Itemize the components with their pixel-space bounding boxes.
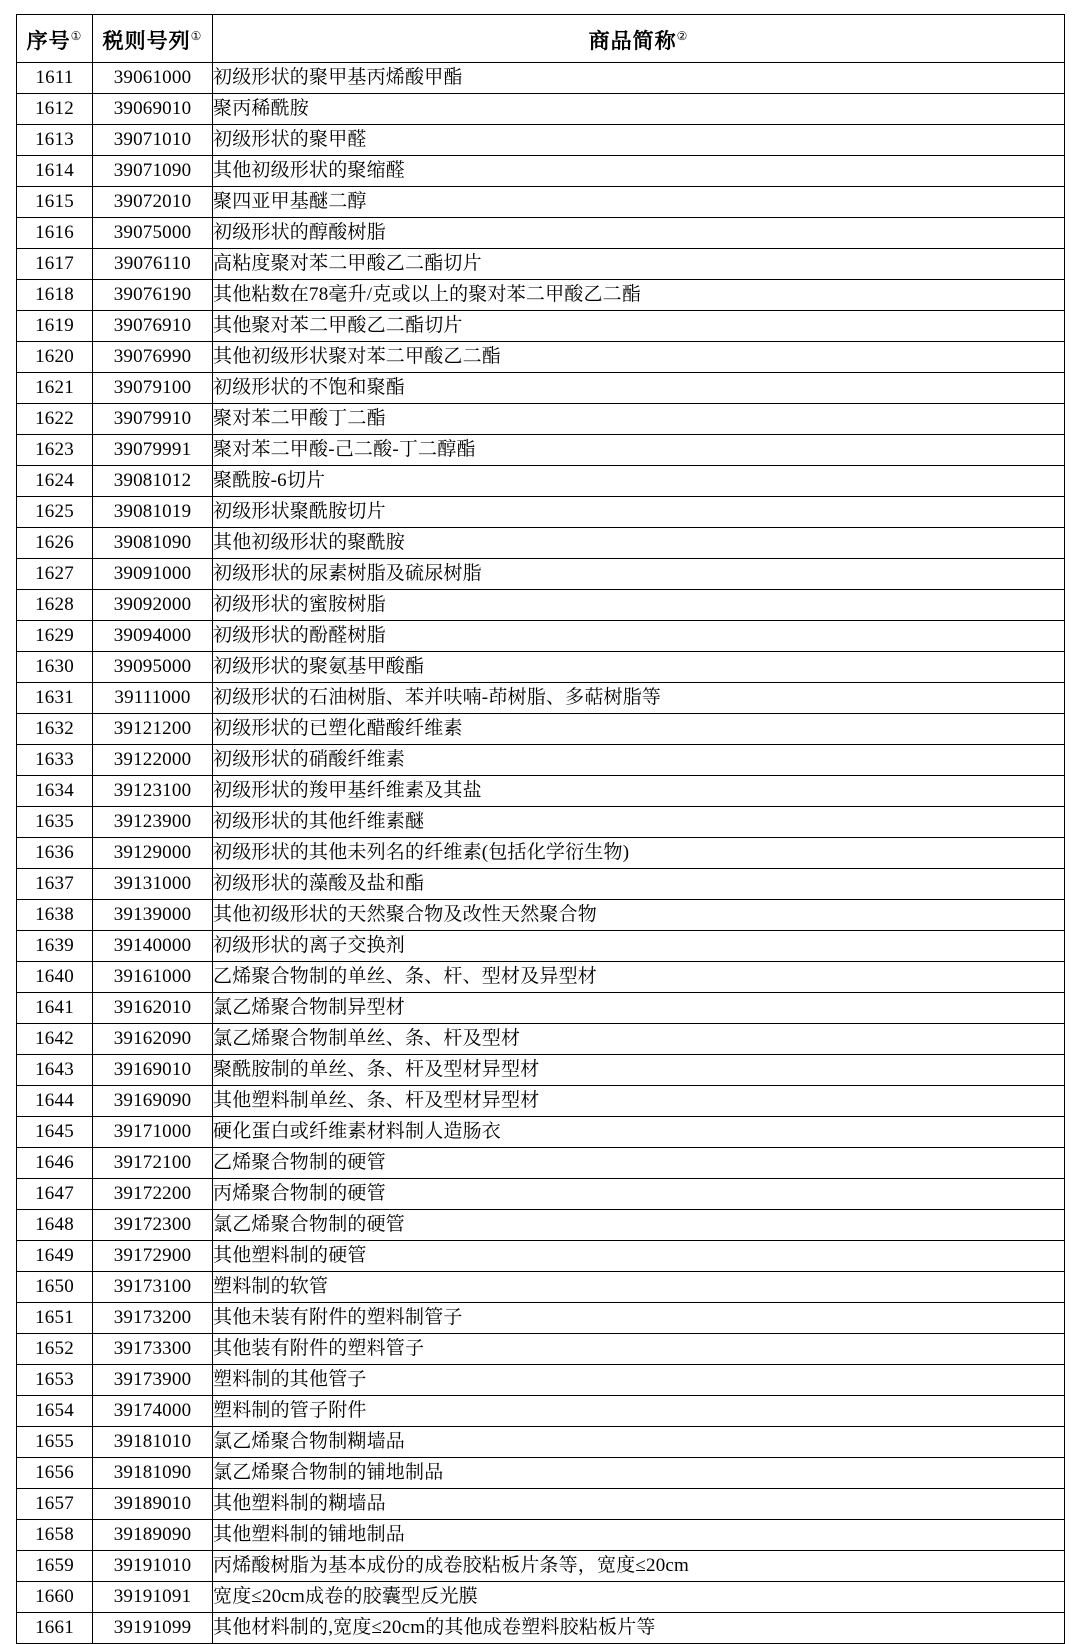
- cell-tariff-code: 39129000: [93, 838, 213, 869]
- cell-commodity-name: 聚丙稀酰胺: [213, 94, 1065, 125]
- cell-tariff-code: 39191099: [93, 1613, 213, 1644]
- cell-commodity-name: 丙烯聚合物制的硬管: [213, 1179, 1065, 1210]
- table-row: [17, 466, 1065, 497]
- cell-seq: 1647: [17, 1179, 93, 1210]
- cell-seq: 1618: [17, 280, 93, 311]
- cell-tariff-code: 39181010: [93, 1427, 213, 1458]
- table-row: [17, 1458, 1065, 1489]
- cell-tariff-code: 39172200: [93, 1179, 213, 1210]
- table-row: [17, 1055, 1065, 1086]
- cell-commodity-name: 初级形状的羧甲基纤维素及其盐: [213, 776, 1065, 807]
- cell-tariff-code: 39061000: [93, 63, 213, 94]
- cell-seq: 1651: [17, 1303, 93, 1334]
- cell-tariff-code: 39131000: [93, 869, 213, 900]
- cell-commodity-name: 初级形状的聚甲醛: [213, 125, 1065, 156]
- cell-commodity-name: 其他未装有附件的塑料制管子: [213, 1303, 1065, 1334]
- cell-tariff-code: 39111000: [93, 683, 213, 714]
- cell-tariff-code: 39173200: [93, 1303, 213, 1334]
- cell-seq: 1638: [17, 900, 93, 931]
- table-row: [17, 497, 1065, 528]
- table-row: [17, 776, 1065, 807]
- cell-commodity-name: 氯乙烯聚合物制糊墙品: [213, 1427, 1065, 1458]
- cell-tariff-code: 39091000: [93, 559, 213, 590]
- cell-tariff-code: 39079991: [93, 435, 213, 466]
- table-row: [17, 590, 1065, 621]
- table-row: [17, 931, 1065, 962]
- cell-tariff-code: 39079910: [93, 404, 213, 435]
- cell-seq: 1632: [17, 714, 93, 745]
- tariff-table: [16, 14, 1065, 1644]
- cell-seq: 1658: [17, 1520, 93, 1551]
- cell-commodity-name: 初级形状聚酰胺切片: [213, 497, 1065, 528]
- cell-seq: 1645: [17, 1117, 93, 1148]
- cell-seq: 1654: [17, 1396, 93, 1427]
- cell-commodity-name: 宽度≤20cm成卷的胶囊型反光膜: [213, 1582, 1065, 1613]
- table-row: [17, 1148, 1065, 1179]
- cell-seq: 1644: [17, 1086, 93, 1117]
- cell-tariff-code: 39123100: [93, 776, 213, 807]
- table-row: [17, 280, 1065, 311]
- cell-seq: 1640: [17, 962, 93, 993]
- cell-tariff-code: 39172900: [93, 1241, 213, 1272]
- table-row: [17, 1582, 1065, 1613]
- cell-seq: 1637: [17, 869, 93, 900]
- column-header-code-label: 税则号列: [102, 29, 191, 53]
- cell-commodity-name: 其他塑料制的铺地制品: [213, 1520, 1065, 1551]
- cell-commodity-name: 初级形状的醇酸树脂: [213, 218, 1065, 249]
- table-row: [17, 1334, 1065, 1365]
- cell-commodity-name: 高粘度聚对苯二甲酸乙二酯切片: [213, 249, 1065, 280]
- cell-seq: 1627: [17, 559, 93, 590]
- table-header: [17, 15, 1065, 63]
- column-header-name: [213, 15, 1065, 63]
- table-row: [17, 1365, 1065, 1396]
- cell-seq: 1612: [17, 94, 93, 125]
- cell-seq: 1630: [17, 652, 93, 683]
- table-row: [17, 63, 1065, 94]
- column-header-seq: [17, 15, 93, 63]
- table-row: [17, 1086, 1065, 1117]
- table-row: [17, 1272, 1065, 1303]
- cell-tariff-code: 39071090: [93, 156, 213, 187]
- cell-tariff-code: 39189010: [93, 1489, 213, 1520]
- cell-seq: 1652: [17, 1334, 93, 1365]
- cell-commodity-name: 初级形状的蜜胺树脂: [213, 590, 1065, 621]
- table-row: [17, 993, 1065, 1024]
- cell-seq: 1643: [17, 1055, 93, 1086]
- cell-commodity-name: 其他粘数在78毫升/克或以上的聚对苯二甲酸乙二酯: [213, 280, 1065, 311]
- cell-commodity-name: 初级形状的聚氨基甲酸酯: [213, 652, 1065, 683]
- table-row: [17, 1024, 1065, 1055]
- cell-seq: 1633: [17, 745, 93, 776]
- cell-seq: 1616: [17, 218, 93, 249]
- cell-seq: 1617: [17, 249, 93, 280]
- table-row: [17, 838, 1065, 869]
- table-row: [17, 1179, 1065, 1210]
- cell-commodity-name: 初级形状的石油树脂、苯并呋喃-茚树脂、多萜树脂等: [213, 683, 1065, 714]
- cell-commodity-name: 聚对苯二甲酸-己二酸-丁二醇酯: [213, 435, 1065, 466]
- cell-commodity-name: 初级形状的聚甲基丙烯酸甲酯: [213, 63, 1065, 94]
- cell-tariff-code: 39075000: [93, 218, 213, 249]
- cell-seq: 1649: [17, 1241, 93, 1272]
- column-header-name-label: 商品简称: [588, 29, 677, 53]
- table-row: [17, 1303, 1065, 1334]
- table-row: [17, 1520, 1065, 1551]
- cell-seq: 1634: [17, 776, 93, 807]
- cell-commodity-name: 氯乙烯聚合物制单丝、条、杆及型材: [213, 1024, 1065, 1055]
- cell-tariff-code: 39172300: [93, 1210, 213, 1241]
- cell-commodity-name: 初级形状的不饱和聚酯: [213, 373, 1065, 404]
- cell-seq: 1641: [17, 993, 93, 1024]
- cell-tariff-code: 39094000: [93, 621, 213, 652]
- cell-tariff-code: 39140000: [93, 931, 213, 962]
- cell-seq: 1622: [17, 404, 93, 435]
- table-row: [17, 404, 1065, 435]
- cell-tariff-code: 39139000: [93, 900, 213, 931]
- table-row: [17, 900, 1065, 931]
- cell-tariff-code: 39081019: [93, 497, 213, 528]
- cell-commodity-name: 初级形状的尿素树脂及硫尿树脂: [213, 559, 1065, 590]
- cell-tariff-code: 39071010: [93, 125, 213, 156]
- cell-commodity-name: 聚酰胺-6切片: [213, 466, 1065, 497]
- table-row: [17, 94, 1065, 125]
- cell-commodity-name: 初级形状的酚醛树脂: [213, 621, 1065, 652]
- cell-commodity-name: 聚对苯二甲酸丁二酯: [213, 404, 1065, 435]
- table-row: [17, 1427, 1065, 1458]
- table-row: [17, 435, 1065, 466]
- cell-tariff-code: 39081090: [93, 528, 213, 559]
- cell-tariff-code: 39173100: [93, 1272, 213, 1303]
- table-row: [17, 1396, 1065, 1427]
- cell-tariff-code: 39171000: [93, 1117, 213, 1148]
- cell-commodity-name: 聚酰胺制的单丝、条、杆及型材异型材: [213, 1055, 1065, 1086]
- cell-seq: 1629: [17, 621, 93, 652]
- table-row: [17, 962, 1065, 993]
- cell-tariff-code: 39191091: [93, 1582, 213, 1613]
- cell-seq: 1619: [17, 311, 93, 342]
- cell-seq: 1615: [17, 187, 93, 218]
- cell-commodity-name: 初级形状的离子交换剂: [213, 931, 1065, 962]
- cell-commodity-name: 氯乙烯聚合物制异型材: [213, 993, 1065, 1024]
- cell-commodity-name: 初级形状的硝酸纤维素: [213, 745, 1065, 776]
- cell-tariff-code: 39162090: [93, 1024, 213, 1055]
- cell-commodity-name: 其他材料制的,宽度≤20cm的其他成卷塑料胶粘板片等: [213, 1613, 1065, 1644]
- cell-commodity-name: 其他初级形状的天然聚合物及改性天然聚合物: [213, 900, 1065, 931]
- table-row: [17, 125, 1065, 156]
- cell-tariff-code: 39076910: [93, 311, 213, 342]
- cell-tariff-code: 39123900: [93, 807, 213, 838]
- table-body: [17, 63, 1065, 1644]
- table-row: [17, 1210, 1065, 1241]
- cell-tariff-code: 39081012: [93, 466, 213, 497]
- cell-commodity-name: 其他塑料制的糊墙品: [213, 1489, 1065, 1520]
- cell-commodity-name: 乙烯聚合物制的硬管: [213, 1148, 1065, 1179]
- table-row: [17, 745, 1065, 776]
- table-row: [17, 342, 1065, 373]
- column-header-seq-footnote: ①: [70, 29, 83, 43]
- cell-tariff-code: 39169090: [93, 1086, 213, 1117]
- cell-seq: 1639: [17, 931, 93, 962]
- cell-seq: 1656: [17, 1458, 93, 1489]
- column-header-code: [93, 15, 213, 63]
- cell-tariff-code: 39191010: [93, 1551, 213, 1582]
- table-row: [17, 156, 1065, 187]
- cell-seq: 1626: [17, 528, 93, 559]
- cell-commodity-name: 其他塑料制的硬管: [213, 1241, 1065, 1272]
- column-header-name-footnote: ②: [676, 29, 689, 43]
- cell-tariff-code: 39172100: [93, 1148, 213, 1179]
- cell-seq: 1620: [17, 342, 93, 373]
- table-row: [17, 714, 1065, 745]
- cell-seq: 1631: [17, 683, 93, 714]
- cell-commodity-name: 初级形状的其他纤维素醚: [213, 807, 1065, 838]
- cell-commodity-name: 其他初级形状聚对苯二甲酸乙二酯: [213, 342, 1065, 373]
- table-row: [17, 1613, 1065, 1644]
- cell-tariff-code: 39121200: [93, 714, 213, 745]
- header-row: [17, 15, 1065, 63]
- cell-tariff-code: 39076190: [93, 280, 213, 311]
- cell-seq: 1636: [17, 838, 93, 869]
- table-row: [17, 683, 1065, 714]
- cell-tariff-code: 39076110: [93, 249, 213, 280]
- cell-tariff-code: 39122000: [93, 745, 213, 776]
- cell-commodity-name: 其他装有附件的塑料管子: [213, 1334, 1065, 1365]
- cell-tariff-code: 39079100: [93, 373, 213, 404]
- cell-tariff-code: 39169010: [93, 1055, 213, 1086]
- cell-commodity-name: 聚四亚甲基醚二醇: [213, 187, 1065, 218]
- table-row: [17, 187, 1065, 218]
- cell-seq: 1650: [17, 1272, 93, 1303]
- cell-seq: 1659: [17, 1551, 93, 1582]
- cell-seq: 1613: [17, 125, 93, 156]
- cell-commodity-name: 塑料制的管子附件: [213, 1396, 1065, 1427]
- cell-tariff-code: 39173300: [93, 1334, 213, 1365]
- cell-seq: 1657: [17, 1489, 93, 1520]
- table-row: [17, 807, 1065, 838]
- cell-tariff-code: 39072010: [93, 187, 213, 218]
- table-row: [17, 869, 1065, 900]
- cell-seq: 1660: [17, 1582, 93, 1613]
- cell-seq: 1642: [17, 1024, 93, 1055]
- cell-tariff-code: 39173900: [93, 1365, 213, 1396]
- table-row: [17, 1489, 1065, 1520]
- cell-seq: 1655: [17, 1427, 93, 1458]
- cell-commodity-name: 塑料制的软管: [213, 1272, 1065, 1303]
- cell-commodity-name: 硬化蛋白或纤维素材料制人造肠衣: [213, 1117, 1065, 1148]
- cell-seq: 1635: [17, 807, 93, 838]
- cell-commodity-name: 氯乙烯聚合物制的硬管: [213, 1210, 1065, 1241]
- cell-tariff-code: 39181090: [93, 1458, 213, 1489]
- table-row: [17, 249, 1065, 280]
- cell-commodity-name: 乙烯聚合物制的单丝、条、杆、型材及异型材: [213, 962, 1065, 993]
- cell-tariff-code: 39189090: [93, 1520, 213, 1551]
- cell-commodity-name: 塑料制的其他管子: [213, 1365, 1065, 1396]
- column-header-code-footnote: ①: [190, 29, 203, 43]
- cell-seq: 1614: [17, 156, 93, 187]
- cell-seq: 1648: [17, 1210, 93, 1241]
- cell-commodity-name: 初级形状的藻酸及盐和酯: [213, 869, 1065, 900]
- cell-seq: 1621: [17, 373, 93, 404]
- column-header-seq-label: 序号: [26, 29, 71, 53]
- table-row: [17, 1241, 1065, 1272]
- cell-tariff-code: 39162010: [93, 993, 213, 1024]
- cell-tariff-code: 39161000: [93, 962, 213, 993]
- cell-seq: 1628: [17, 590, 93, 621]
- cell-tariff-code: 39076990: [93, 342, 213, 373]
- cell-seq: 1661: [17, 1613, 93, 1644]
- cell-seq: 1625: [17, 497, 93, 528]
- cell-commodity-name: 其他初级形状的聚酰胺: [213, 528, 1065, 559]
- cell-commodity-name: 其他塑料制单丝、条、杆及型材异型材: [213, 1086, 1065, 1117]
- table-row: [17, 652, 1065, 683]
- table-row: [17, 559, 1065, 590]
- cell-seq: 1624: [17, 466, 93, 497]
- cell-seq: 1611: [17, 63, 93, 94]
- cell-tariff-code: 39092000: [93, 590, 213, 621]
- cell-seq: 1653: [17, 1365, 93, 1396]
- cell-seq: 1623: [17, 435, 93, 466]
- table-row: [17, 1551, 1065, 1582]
- cell-commodity-name: 其他聚对苯二甲酸乙二酯切片: [213, 311, 1065, 342]
- table-row: [17, 528, 1065, 559]
- table-row: [17, 218, 1065, 249]
- cell-seq: 1646: [17, 1148, 93, 1179]
- cell-commodity-name: 初级形状的已塑化醋酸纤维素: [213, 714, 1065, 745]
- table-row: [17, 621, 1065, 652]
- cell-commodity-name: 其他初级形状的聚缩醛: [213, 156, 1065, 187]
- table-row: [17, 1117, 1065, 1148]
- cell-commodity-name: 氯乙烯聚合物制的铺地制品: [213, 1458, 1065, 1489]
- cell-tariff-code: 39095000: [93, 652, 213, 683]
- cell-commodity-name: 丙烯酸树脂为基本成份的成卷胶粘板片条等，宽度≤20cm: [213, 1551, 1065, 1582]
- cell-tariff-code: 39069010: [93, 94, 213, 125]
- table-row: [17, 311, 1065, 342]
- cell-tariff-code: 39174000: [93, 1396, 213, 1427]
- table-row: [17, 373, 1065, 404]
- cell-commodity-name: 初级形状的其他未列名的纤维素(包括化学衍生物): [213, 838, 1065, 869]
